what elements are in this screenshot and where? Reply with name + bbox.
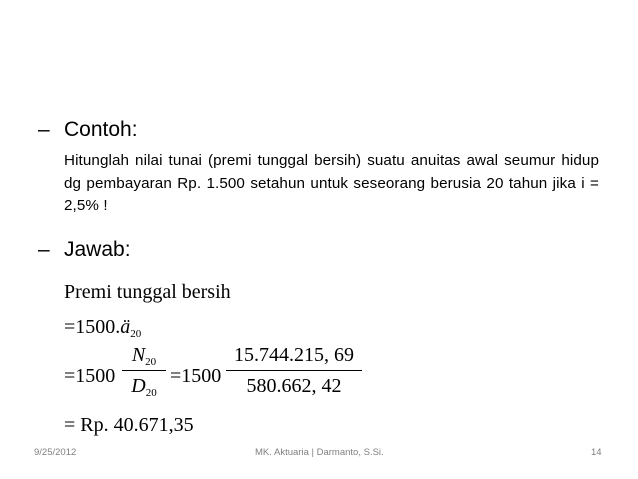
equals-sign: = <box>64 365 76 387</box>
line1-coefficient: 1500. <box>75 316 121 338</box>
math-result <box>64 414 194 437</box>
fraction-bar-1 <box>122 370 166 371</box>
line2-coefficient: 1500 <box>75 365 116 387</box>
numerator-subscript: 20 <box>145 356 157 368</box>
numerator-symbol: N <box>131 344 146 366</box>
math-line-1 <box>64 316 141 339</box>
fraction-numerator-n <box>122 344 166 367</box>
math-title: Premi tunggal bersih <box>64 281 231 303</box>
bullet-dash-contoh: – <box>38 118 50 141</box>
bullet-dash-jawab: – <box>38 238 50 261</box>
fraction-denominator-d <box>122 375 166 398</box>
footer-page-number: 14 <box>591 447 602 458</box>
footer-center: MK. Aktuaria | Darmanto, S.Si. <box>255 447 384 458</box>
fraction-denominator-value: 580.662, 42 <box>246 375 342 397</box>
denominator-symbol: D <box>131 375 146 397</box>
equals-sign: = <box>64 316 76 338</box>
equals-sign: = <box>170 365 182 387</box>
math-line-2-prefix <box>64 365 115 388</box>
math-line-2-mid <box>170 365 221 388</box>
contoh-text: Hitunglah nilai tunai (premi tunggal bersih) suatu anuitas awal seumur hidup dg pembayaran Rp. 1.500 setahun untuk seseorang berusia 20 tahun jika i = 2,5% ! <box>64 152 599 214</box>
equals-sign: = <box>64 414 76 436</box>
line2-coefficient-2: 1500 <box>181 365 222 387</box>
footer-date: 9/25/2012 <box>34 447 77 458</box>
contoh-heading: Contoh: <box>64 118 138 141</box>
fraction-numerator-value: 15.744.215, 69 <box>234 344 354 366</box>
result-value: Rp. 40.671,35 <box>80 414 194 436</box>
denominator-subscript: 20 <box>145 387 157 399</box>
jawab-heading: Jawab: <box>64 238 131 261</box>
annuity-subscript: 20 <box>130 328 142 340</box>
fraction-bar-2 <box>226 370 362 371</box>
annuity-symbol: ä <box>120 316 131 338</box>
